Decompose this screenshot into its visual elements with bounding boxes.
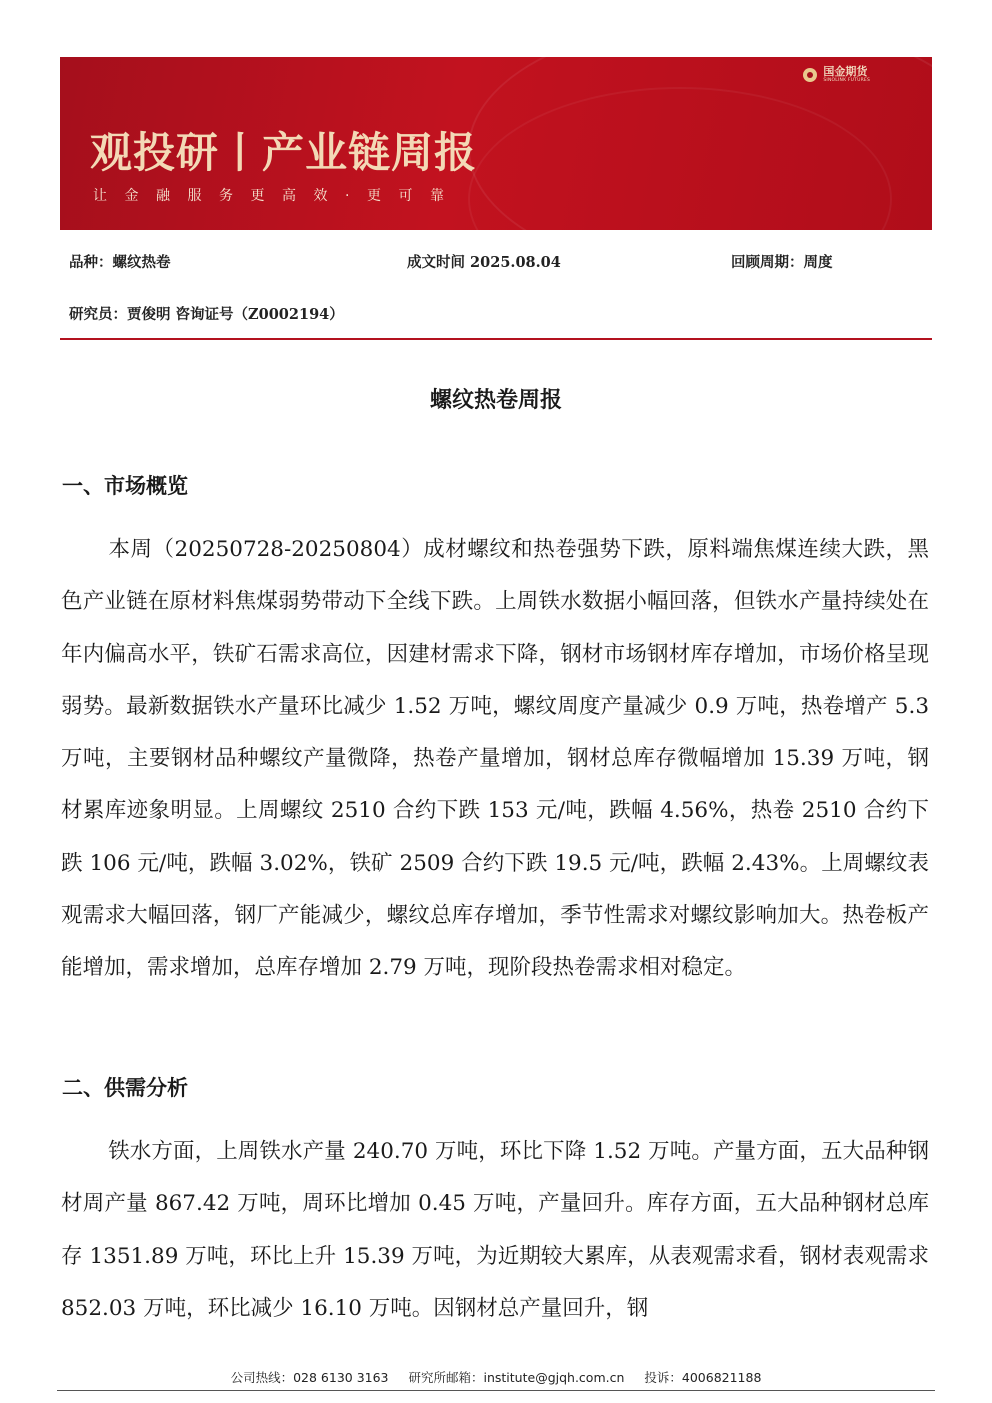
header-banner [60,57,932,230]
supply-demand-text: 铁水方面，上周铁水产量 240.70 万吨，环比下降 1.52 万吨。产量方面，五大品种钢材周产量 867.42 万吨，周环比增加 0.45 万吨，产量回升。库存方面，五大品种钢材总库存 1351.89 万吨，环比上升 15.39 万吨，为近期较大累库，从表观需求看，钢材表观需求 852.03 万吨，环比减少 16.10 万吨。因钢材总产量回升，钢 [61,1139,929,1321]
banner-subtitle: 让金融服务更高效·更可靠 [93,188,462,204]
banner-title: 观投研丨产业链周报 [90,128,478,177]
footer-complaint: 投诉：4006821188 [644,1370,762,1385]
footer-email[interactable]: 研究所邮箱：institute@gjqh.com.cn [408,1370,625,1385]
meta-variety: 品种：螺纹热卷 [69,254,171,271]
section-body-overview [61,524,929,995]
footer-contact [0,1368,992,1386]
overview-text: 本周（20250728-20250804）成材螺纹和热卷强势下跌，原料端焦煤连续大跌，黑色产业链在原材料焦煤弱势带动下全线下跌。上周铁水数据小幅回落，但铁水产量持续处在年内偏高水平，铁矿石需求高位，因建材需求下降，钢材市场钢材库存增加，市场价格呈现弱势。最新数据铁水产量环比减少 1.52 万吨，螺纹周度产量减少 0.9 万吨，热卷增产 5.3 万吨，主要钢材品种螺纹产量微降，热卷产量增加，钢材总库存微幅增加 15.39 万吨，钢材累库迹象明显。上周螺纹 2510 合约下跌 153 元/吨，跌幅 4.56%，热卷 2510 合约下跌 106 元/吨，跌幅 3.02%，铁矿 2509 合约下跌 19.5 元/吨，跌幅 2.43%。上周螺纹表观需求大幅回落，钢厂产能减少，螺纹总库存增加，季节性需求对螺纹影响加大。热卷板产能增加，需求增加，总库存增加 2.79 万吨，现阶段热卷需求相对稳定。 [61,537,929,981]
document-title: 螺纹热卷周报 [429,387,562,413]
logo-icon [803,68,817,82]
meta-period: 回顾周期：周度 [731,254,833,271]
footer-divider [57,1390,935,1391]
logo-name-cn: 国金期货 [823,65,868,78]
header-divider [60,338,932,340]
section-heading-overview: 一、市场概览 [62,473,188,498]
company-logo [803,66,870,84]
meta-date: 成文时间 2025.08.04 [407,254,561,271]
logo-name-en: SINOLINK FUTURES [823,78,870,83]
section-body-supply-demand [61,1126,929,1335]
section-heading-supply-demand: 二、供需分析 [62,1075,188,1100]
footer-hotline: 公司热线：028 6130 3163 [230,1370,389,1385]
meta-researcher: 研究员：贾俊明 咨询证号（Z0002194） [69,306,344,323]
